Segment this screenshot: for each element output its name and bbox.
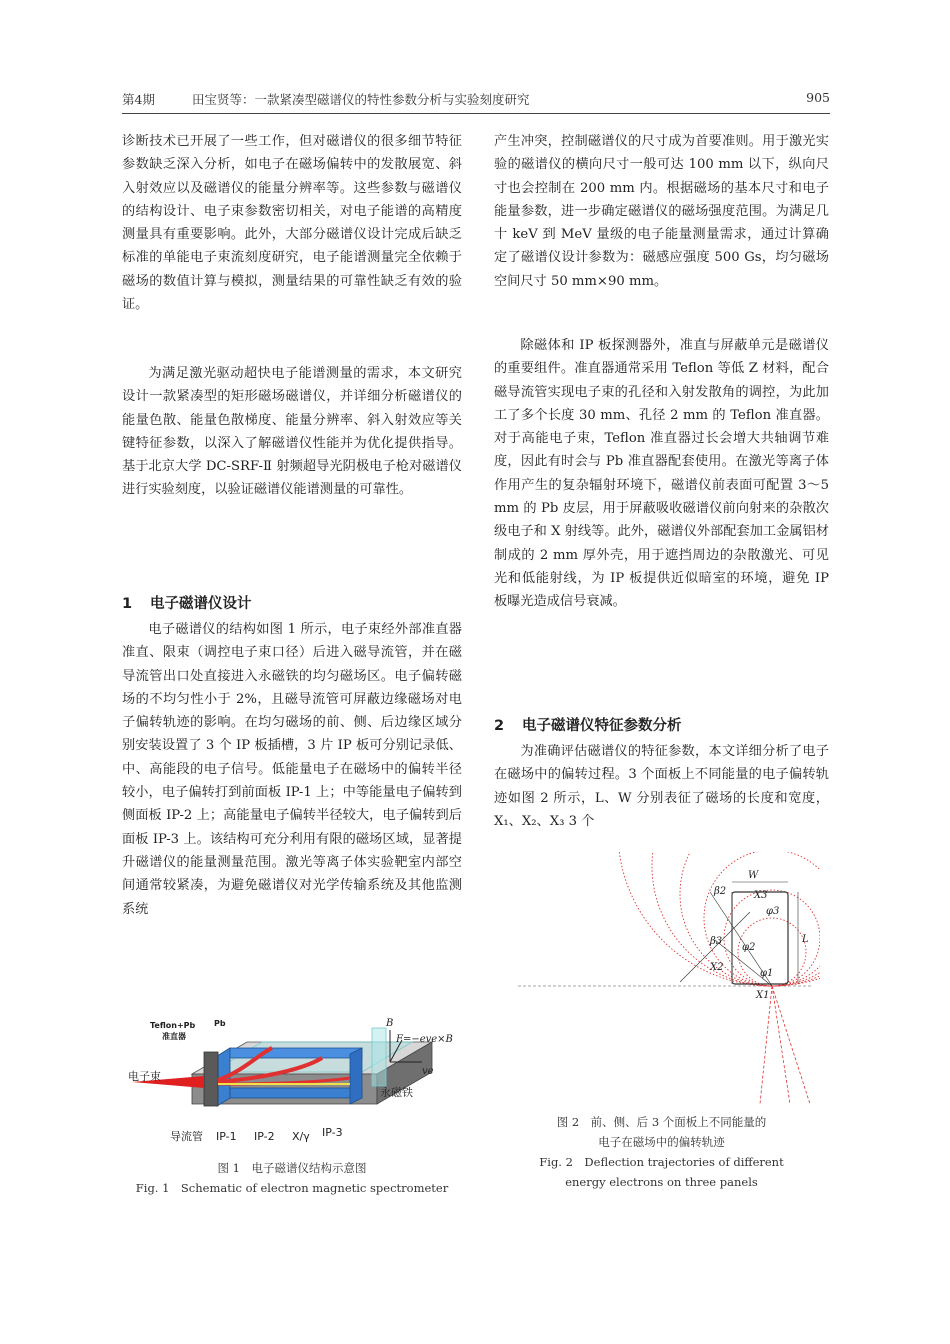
- left-paragraph-2: 为满足激光驱动超快电子能谱测量的需求，本文研究设计一款紧凑型的矩形磁场磁谱仪，并详细分析磁谱仪的能量色散、能量色散梯度、能量分辨率、斜入射效应等关键特征参数，以深入了解磁谱仪性能并为优化提供指导。基于北京大学 DC-SRF-Ⅱ 射频超导光阴极电子枪对磁谱仪进行实验刻度，以验证磁谱仪能谱测量的可靠性。: [122, 366, 462, 498]
- figure-2-caption: [494, 1112, 829, 1192]
- running-header: [122, 88, 830, 110]
- label-x3: X3: [754, 890, 768, 901]
- label-phi1: φ1: [760, 968, 774, 979]
- straight-rays: [760, 986, 810, 1104]
- label-force: F=−eve×B: [396, 1034, 453, 1045]
- enclosure-end: [372, 1028, 386, 1086]
- ray-2: [772, 986, 790, 1104]
- right-paragraph-1: 产生冲突，控制磁谱仪的尺寸成为首要准则。用于激光实验的磁谱仪的横向尺寸一般可达 100 mm 以下，纵向尺寸也会控制在 200 mm 内。根据磁场的基本尺寸和电子能量参数，进一步确定磁谱仪的磁场强度范围。为满足几十 keV 到 MeV 量级的电子能量测量需求，通过计算确定了磁谱仪设计参数为：磁感应强度 500 Gs，均匀磁场空间尺寸 50 mm×90 mm。: [494, 134, 829, 289]
- left-paragraph-3: 电子磁谱仪的结构如图 1 所示，电子束经外部准直器准直、限束（调控电子束口径）后进入磁导流管，并在磁导流管出口处直接进入永磁铁的均匀磁场区。电子偏转磁场的不均匀性小于 2%，且磁导流管可屏蔽边缘磁场对电子偏转轨迹的影响。在均匀磁场的前、侧、后边缘区域分别安装设置了 3 个 IP 板插槽，3 片 IP 板可分别记录低、中、高能段的电子信号。低能量电子在磁场中的偏转半径较小，电子偏转打到前面板 IP-1 上；中等能量电子偏转到侧面板 IP-2 上；高能量电子偏转半径较大，电子偏转到后面板 IP-3 上。该结构可充分利用有限的磁场区域，显著提升磁谱仪的能量测量范围。激光等离子体实验靶室内部空间通常较紧凑，为避免磁谱仪对光学传输系统及其他监测系统: [122, 622, 462, 917]
- label-x1: X1: [756, 990, 770, 1001]
- running-title: 田宝贤等：一款紧凑型磁谱仪的特性参数分析与实验刻度研究: [192, 92, 530, 107]
- section-1-number: 1: [122, 596, 133, 612]
- section-2-title: 电子磁谱仪特征参数分析: [522, 718, 682, 734]
- figure-1-caption-en: Fig. 1 Schematic of electron magnetic spectrometer: [135, 1181, 449, 1195]
- figure-2: [510, 852, 820, 1106]
- section-1-heading: [122, 592, 252, 613]
- label-collimator: Teflon+Pb: [150, 1021, 196, 1030]
- collimator-block: [204, 1052, 218, 1106]
- section-2-number: 2: [494, 718, 505, 734]
- right-paragraph-2: 除磁体和 IP 板探测器外，准直与屏蔽单元是磁谱仪的重要组件。准直器通常采用 Teflon 等低 Z 材料，配合磁导流管实现电子束的孔径和入射发散角的调控，为此加工了多个长度 30 mm、孔径 2 mm 的 Teflon 准直器。对于高能电子束，Teflon 准直器过长会增大共轴调节难度，因此有时会与 Pb 准直器配套使用。在激光等离子体作用产生的复杂辐射环境下，磁谱仪前表面可配置 3～5 mm 的 Pb 皮层，用于屏蔽吸收磁谱仪前向射来的杂散次级电子和 X 射线等。此外，磁谱仪外部配套加工金属铝材制成的 2 mm 厚外壳，用于遮挡周边的杂散激光、可见光和低能射线，为 IP 板提供近似暗室的环境，避免 IP 板曝光造成信号衰减。: [494, 338, 829, 610]
- issue-number: 第4期: [122, 92, 155, 107]
- label-magnet: 永磁铁: [380, 1086, 413, 1099]
- page-number: 905: [806, 90, 830, 105]
- trajectory-circle-5: [652, 852, 820, 986]
- label-pb: Pb: [214, 1019, 226, 1028]
- figure-2-diagram: [510, 852, 820, 1106]
- figure-2-caption-cn-2: 电子在磁场中的偏转轨迹: [598, 1135, 725, 1149]
- figure-1-caption: [122, 1158, 462, 1198]
- label-x2: X2: [710, 962, 724, 973]
- ip-bottom-panel: [230, 1088, 362, 1098]
- label-ip2: IP-2: [254, 1130, 275, 1143]
- label-ve: ve: [422, 1066, 434, 1077]
- figure-1: [122, 1012, 462, 1152]
- figure-1-diagram: [122, 1012, 462, 1152]
- label-phi3: φ3: [766, 906, 780, 917]
- label-collimator-cn: 准直器: [162, 1032, 186, 1041]
- section-1-title: 电子磁谱仪设计: [150, 596, 252, 612]
- header-rule: [122, 113, 830, 114]
- label-guide-tube: 导流管: [170, 1130, 203, 1143]
- label-ip3: IP-3: [322, 1126, 343, 1139]
- reference-lines: [680, 892, 772, 986]
- ip3-panel: [350, 1048, 362, 1104]
- label-beta2: β2: [714, 886, 727, 897]
- figure-1-caption-cn: 图 1 电子磁谱仪结构示意图: [217, 1161, 367, 1175]
- section-2-heading: [494, 714, 682, 735]
- figure-2-caption-en-2: energy electrons on three panels: [565, 1175, 758, 1189]
- label-beta3: β3: [710, 936, 723, 947]
- left-paragraph-1: 诊断技术已开展了一些工作，但对磁谱仪的很多细节特征参数缺乏深入分析，如电子在磁场偏转中的发散展宽、斜入射效应以及磁谱仪的能量分辨率等。这些参数与磁谱仪的结构设计、电子束参数密切相关，对电子能谱的高精度测量具有重要影响。此外，大部分磁谱仪设计完成后缺乏标准的单能电子束流刻度研究，电子能谱测量完全依赖于磁场的数值计算与模拟，测量结果的可靠性缺乏有效的验证。: [122, 134, 462, 313]
- label-ip1: IP-1: [216, 1130, 237, 1143]
- label-xray: X/γ: [292, 1130, 310, 1143]
- ip2-panel: [230, 1048, 362, 1058]
- label-electron-beam: 电子束: [128, 1070, 161, 1083]
- label-b: B: [386, 1018, 394, 1029]
- figure-2-caption-en-1: Fig. 2 Deflection trajectories of different: [539, 1155, 784, 1169]
- ray-1: [772, 986, 810, 1104]
- label-w: W: [748, 870, 759, 881]
- ray-3: [760, 986, 772, 1104]
- right-paragraph-3: 为准确评估磁谱仪的特征参数，本文详细分析了电子在磁场中的偏转过程。3 个面板上不同能量的电子偏转轨迹如图 2 所示，L、W 分别表征了磁场的长度和宽度，X₁、X₂、X₃ 3 个: [494, 744, 829, 829]
- label-l: L: [802, 934, 809, 945]
- label-phi2: φ2: [742, 942, 756, 953]
- figure-2-caption-cn-1: 图 2 前、侧、后 3 个面板上不同能量的: [556, 1115, 767, 1129]
